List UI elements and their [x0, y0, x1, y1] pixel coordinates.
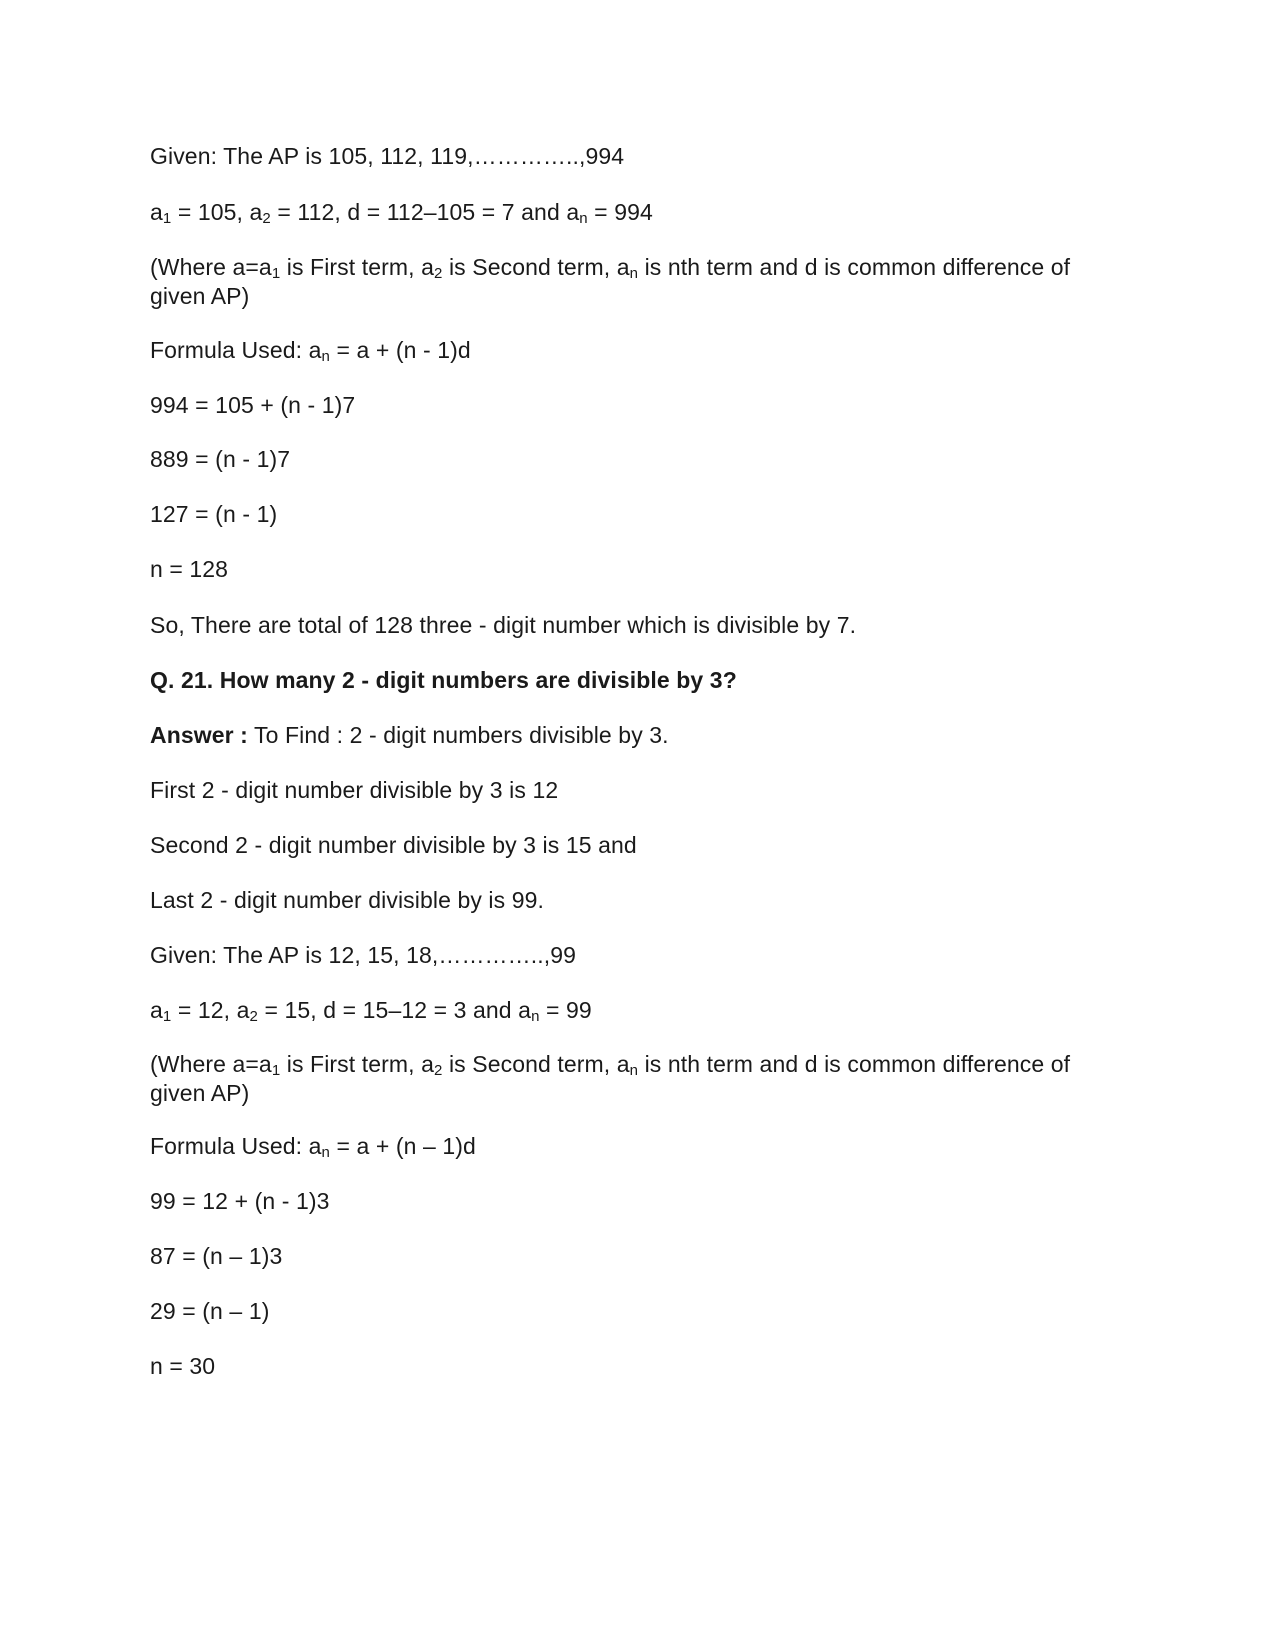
text-run: = 15, d = 15–12 = 3 and a: [257, 997, 532, 1023]
text-run: a: [150, 997, 163, 1023]
text-line: First 2 - digit number divisible by 3 is 12: [150, 777, 559, 803]
subscript: 2: [434, 1062, 443, 1079]
equation-line: 994 = 105 + (n - 1)7: [150, 392, 356, 418]
formula-line: [150, 336, 1130, 365]
text-run: (Where a=a: [150, 1051, 272, 1077]
subscript: 2: [434, 265, 443, 282]
text-run: = 105, a: [171, 199, 263, 225]
given-ap-line: Given: The AP is 105, 112, 119,…………..,994: [150, 143, 625, 169]
answer-line: [150, 721, 1130, 750]
text-run: is nth term and d is common difference of given AP): [150, 1051, 1071, 1106]
formula-line: [150, 1132, 1130, 1161]
subscript: n: [531, 1008, 540, 1025]
subscript: 1: [271, 265, 281, 282]
text-run: = a + (n – 1)d: [329, 1133, 476, 1159]
given-ap-line: Given: The AP is 12, 15, 18,…………..,99: [150, 942, 577, 968]
definitions-paragraph: [150, 253, 1130, 311]
text-run: Formula Used: a: [150, 1133, 322, 1159]
subscript: n: [629, 1062, 639, 1079]
text-run: = 112, d = 112–105 = 7 and a: [270, 199, 580, 225]
text-run: = 994: [587, 199, 653, 225]
text-run: = 12, a: [171, 997, 250, 1023]
terms-line: [150, 198, 1130, 227]
question-heading: Q. 21. How many 2 - digit numbers are divisible by 3?: [150, 667, 737, 693]
text-line: Last 2 - digit number divisible by is 99.: [150, 887, 545, 913]
subscript: n: [321, 348, 330, 365]
text-run: is First term, a: [280, 254, 435, 280]
equation-line: 29 = (n – 1): [150, 1298, 270, 1324]
text-run: To Find : 2 - digit numbers divisible by 3.: [247, 722, 669, 748]
subscript: 2: [262, 210, 271, 227]
subscript: 1: [271, 1062, 281, 1079]
result-line: n = 128: [150, 556, 229, 582]
text-run: = a + (n - 1)d: [329, 337, 471, 363]
subscript: 1: [162, 1008, 172, 1025]
text-run: = 99: [539, 997, 592, 1023]
subscript: n: [629, 265, 639, 282]
subscript: 1: [162, 210, 172, 227]
subscript: 2: [249, 1008, 258, 1025]
text-run: is Second term, a: [442, 254, 630, 280]
text-line: Second 2 - digit number divisible by 3 is 15 and: [150, 832, 637, 858]
text-run: is First term, a: [280, 1051, 435, 1077]
subscript: n: [321, 1144, 330, 1161]
equation-line: 127 = (n - 1): [150, 501, 278, 527]
answer-label: Answer :: [150, 722, 248, 748]
subscript: n: [579, 210, 588, 227]
result-line: n = 30: [150, 1353, 216, 1379]
terms-line: [150, 996, 1130, 1025]
text-run: is Second term, a: [442, 1051, 630, 1077]
text-run: is nth term and d is common difference of given AP): [150, 254, 1071, 309]
text-run: (Where a=a: [150, 254, 272, 280]
equation-line: 87 = (n – 1)3: [150, 1243, 283, 1269]
text-run: Formula Used: a: [150, 337, 322, 363]
equation-line: 99 = 12 + (n - 1)3: [150, 1188, 330, 1214]
text-run: a: [150, 199, 163, 225]
conclusion-line: So, There are total of 128 three - digit number which is divisible by 7.: [150, 612, 857, 638]
definitions-paragraph: [150, 1050, 1130, 1108]
equation-line: 889 = (n - 1)7: [150, 446, 291, 472]
